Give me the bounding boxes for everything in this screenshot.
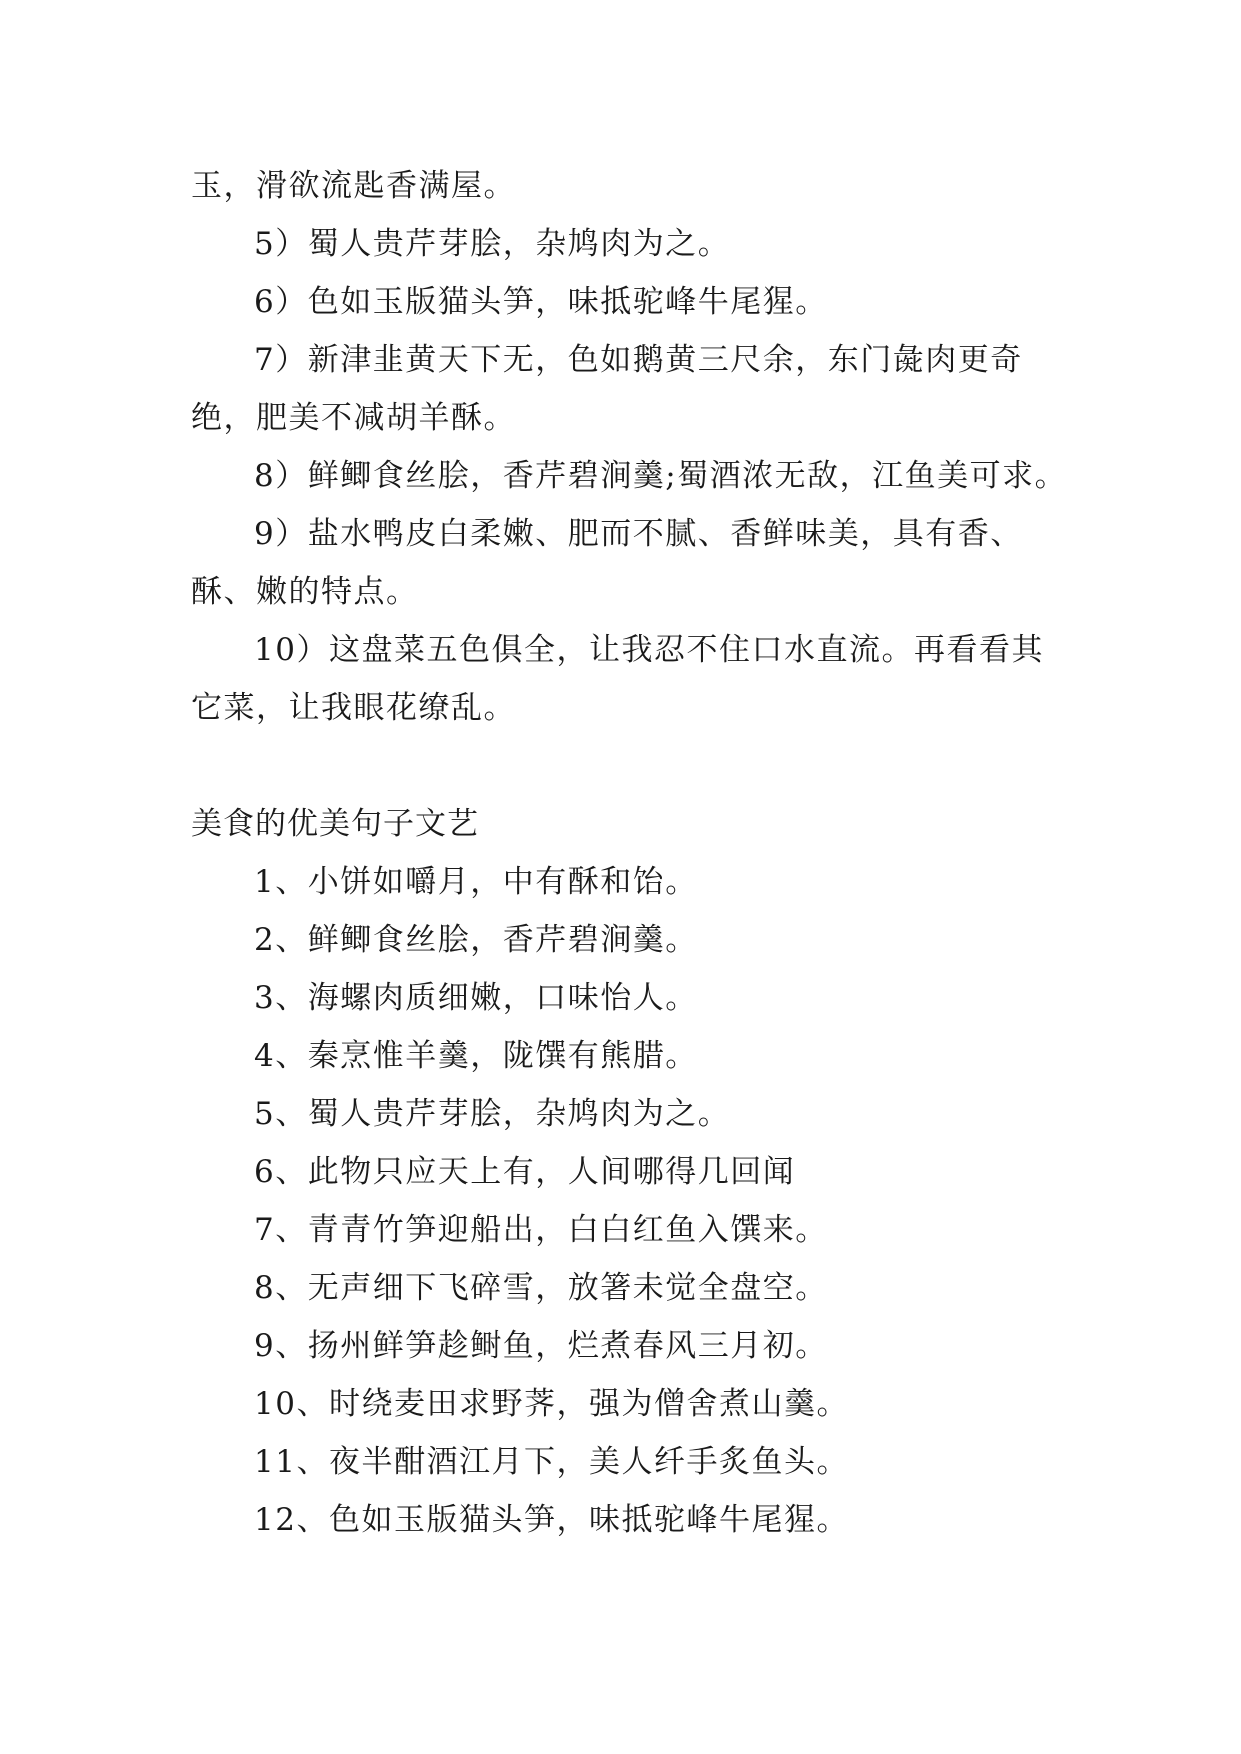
list-item: 12、色如玉版猫头笋，味抵驼峰牛尾猩。 (254, 1502, 849, 1538)
paragraph-line: 它菜，让我眼花缭乱。 (191, 690, 516, 726)
list-item: 3、海螺肉质细嫩，口味怡人。 (254, 980, 698, 1016)
paragraph-line: 6）色如玉版猫头笋，味抵驼峰牛尾猩。 (254, 284, 828, 320)
list-item: 5、蜀人贵芹芽脍，杂鸠肉为之。 (254, 1096, 731, 1132)
list-item: 9、扬州鲜笋趁鲥鱼，烂煮春风三月初。 (254, 1328, 828, 1364)
section-food-sentences-continued (191, 157, 1068, 737)
list-item: 4、秦烹惟羊羹，陇馔有熊腊。 (254, 1038, 698, 1074)
list-item: 2、鲜鲫食丝脍，香芹碧涧羹。 (254, 922, 698, 958)
section-title: 美食的优美句子文艺 (191, 806, 479, 842)
section-gap (191, 737, 1055, 795)
list-item: 6、此物只应天上有，人间哪得几回闻 (254, 1154, 796, 1190)
list-item: 10、时绕麦田求野荠，强为僧舍煮山羹。 (254, 1386, 849, 1422)
list-item: 11、夜半酣酒江月下，美人纤手炙鱼头。 (254, 1444, 849, 1480)
paragraph-line: 玉，滑欲流匙香满屋。 (191, 168, 516, 204)
list-item: 8、无声细下飞碎雪，放箸未觉全盘空。 (254, 1270, 828, 1306)
paragraph-line: 7）新津韭黄天下无，色如鹅黄三尺余，东门彘肉更奇 (254, 342, 1023, 378)
paragraph-line: 10）这盘菜五色俱全，让我忍不住口水直流。再看看其 (254, 632, 1044, 668)
list-item: 1、小饼如嚼月，中有酥和饴。 (254, 864, 698, 900)
document-content (191, 157, 1068, 1549)
list-item: 7、青青竹笋迎船出，白白红鱼入馔来。 (254, 1212, 828, 1248)
section-food-sentences-literary (191, 795, 1055, 1549)
paragraph-line: 8）鲜鲫食丝脍，香芹碧涧羹;蜀酒浓无敌，江鱼美可求。 (254, 458, 1068, 494)
paragraph-line: 5）蜀人贵芹芽脍，杂鸠肉为之。 (254, 226, 731, 262)
paragraph-line: 9）盐水鸭皮白柔嫩、肥而不腻、香鲜味美，具有香、 (254, 516, 1023, 552)
paragraph-line: 酥、嫩的特点。 (191, 574, 419, 610)
paragraph-line: 绝，肥美不减胡羊酥。 (191, 400, 516, 436)
